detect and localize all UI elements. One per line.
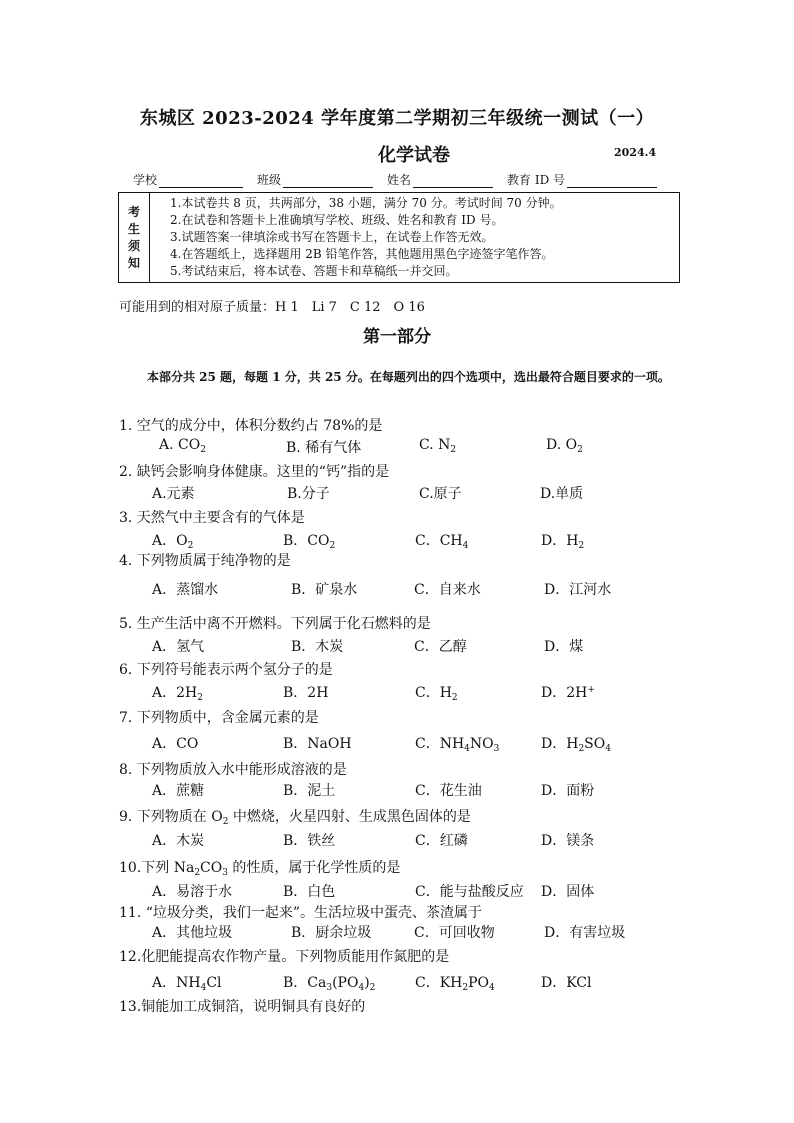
answer-option[interactable]: B．铁丝 [283,833,336,849]
answer-option[interactable]: A.元素 [152,486,195,502]
answer-option[interactable]: C．$KH_2PO_4$ [415,975,495,993]
answer-option[interactable]: A．$O_2$ [152,533,194,551]
notice-list [150,193,562,282]
question-stem: 10.下列 $Na_2CO_3$ 的性质，属于化学性质的是 [119,860,401,878]
answer-option[interactable]: C．$H_2$ [415,685,458,703]
answer-option[interactable]: D.单质 [540,486,584,502]
class-blank[interactable] [283,175,373,188]
answer-option[interactable]: B．$CO_2$ [283,533,336,551]
notice-item: 2.在试卷和答题卡上准确填写学校、班级、姓名和教育 ID 号。 [170,213,504,227]
answer-option[interactable]: C．乙醇 [414,639,467,655]
answer-option[interactable]: A．CO [152,736,199,752]
answer-option[interactable]: C．可回收物 [414,925,495,941]
notice-item: 4.在答题纸上，选择题用 2B 铅笔作答，其他题用黑色字迹签字笔作答。 [170,247,554,261]
answer-option[interactable]: D．$H_2$ [541,533,585,551]
answer-option[interactable]: C．花生油 [415,783,482,799]
edu-id-label: 教育 ID 号 [507,173,566,187]
answer-option[interactable]: D．有害垃圾 [544,925,626,941]
answer-option[interactable]: A．其他垃圾 [152,925,233,941]
answer-option[interactable]: D．固体 [541,884,595,900]
answer-option[interactable]: B．白色 [283,884,336,900]
answer-option[interactable]: B．矿泉水 [291,582,358,598]
notice-label-char: 须 [127,238,140,253]
question-stem: 13.铜能加工成铜箔，说明铜具有良好的 [119,999,366,1015]
answer-option[interactable]: D．江河水 [544,582,612,598]
answer-option[interactable]: D．面粉 [541,783,595,799]
answer-option[interactable]: C．能与盐酸反应 [415,884,524,900]
answer-option[interactable]: B.分子 [287,486,330,502]
answer-option[interactable]: C．$NH_4NO_3$ [415,736,500,754]
answer-option[interactable]: B．厨余垃圾 [291,925,372,941]
answer-option[interactable]: A. $CO_2$ [159,437,206,455]
school-field[interactable] [133,171,243,188]
answer-option[interactable]: C．红磷 [415,833,468,849]
question-stem: 6. 下列符号能表示两个氢分子的是 [119,662,333,678]
notice-item: 3.试题答案一律填涂或书写在答题卡上，在试卷上作答无效。 [170,230,494,244]
answer-option[interactable]: D．$H_2SO_4$ [541,736,611,754]
answer-option[interactable]: B．泥土 [283,783,336,799]
answer-option[interactable]: B．$Ca_3(PO_4)_2$ [283,975,376,993]
section-intro: 本部分共 25 题，每题 1 分，共 25 分。在每题列出的四个选项中，选出最符合题目要求的一项。 [147,370,670,384]
answer-option[interactable]: A．木炭 [152,833,205,849]
class-field[interactable] [257,171,373,188]
section-title: 第一部分 [363,327,431,347]
answer-option[interactable]: A．$NH_4Cl$ [152,975,222,993]
answer-option[interactable]: D. $O_2$ [546,437,583,455]
notice-label-char: 生 [127,221,140,236]
answer-option[interactable]: C．自来水 [414,582,481,598]
answer-option[interactable]: C. $N_2$ [419,437,457,455]
edu-id-field[interactable] [507,171,657,188]
answer-option[interactable]: A．$2H_2$ [152,685,203,703]
question-stem: 4. 下列物质属于纯净物的是 [119,553,291,569]
question-stem: 5. 生产生活中离不开燃料。下列属于化石燃料的是 [119,616,431,632]
question-stem: 2. 缺钙会影响身体健康。这里的“钙”指的是 [119,464,390,480]
answer-option[interactable]: D．KCl [541,975,592,991]
question-stem: 8. 下列物质放入水中能形成溶液的是 [119,762,347,778]
class-label: 班级 [257,173,282,187]
answer-option[interactable]: A．氢气 [152,639,205,655]
notice-label-char: 知 [127,255,140,270]
exam-notice-box [118,192,680,283]
name-blank[interactable] [413,175,493,188]
answer-option[interactable]: B．2H [283,685,329,701]
answer-option[interactable]: D．煤 [544,639,584,655]
question-stem: 3. 天然气中主要含有的气体是 [119,510,305,526]
student-info-fields [133,171,657,188]
answer-option[interactable]: C．$CH_4$ [415,533,469,551]
edu-id-blank[interactable] [567,175,657,188]
notice-item: 5.考试结束后，将本试卷、答题卡和草稿纸一并交回。 [170,264,458,278]
answer-option[interactable]: B．木炭 [291,639,344,655]
question-stem: 12.化肥能提高农作物产量。下列物质能用作氮肥的是 [119,949,450,965]
answer-option[interactable]: D．镁条 [541,833,595,849]
answer-option[interactable]: A．易溶于水 [152,884,233,900]
school-label: 学校 [133,173,158,187]
notice-item: 1.本试卷共 8 页，共两部分，38 小题，满分 70 分。考试时间 70 分钟。 [170,196,562,210]
answer-option[interactable]: A．蒸馏水 [152,582,219,598]
name-field[interactable] [387,171,493,188]
answer-option[interactable]: B. 稀有气体 [286,440,362,456]
subject-title: 化学试卷 [378,145,450,166]
school-blank[interactable] [159,175,243,188]
atomic-masses: 可能用到的相对原子质量：H 1 Li 7 C 12 O 16 [119,300,425,315]
answer-option[interactable]: A．蔗糖 [152,783,205,799]
notice-label-char: 考 [127,204,140,219]
answer-option[interactable]: D．2H+ [541,685,595,701]
question-stem: 1. 空气的成分中，体积分数约占 78%的是 [119,418,383,434]
exam-title: 东城区 2023-2024 学年度第二学期初三年级统一测试（一） [139,108,655,129]
question-stem: 9. 下列物质在 $O_2$ 中燃烧，火星四射、生成黑色固体的是 [119,809,471,827]
exam-date: 2024.4 [614,146,657,159]
answer-option[interactable]: C.原子 [419,486,462,502]
question-stem: 7. 下列物质中，含金属元素的是 [119,710,319,726]
name-label: 姓名 [387,173,412,187]
notice-label [119,193,150,282]
answer-option[interactable]: B．NaOH [283,736,352,752]
question-stem: 11. “垃圾分类，我们一起来”。生活垃圾中蛋壳、茶渣属于 [119,905,483,921]
